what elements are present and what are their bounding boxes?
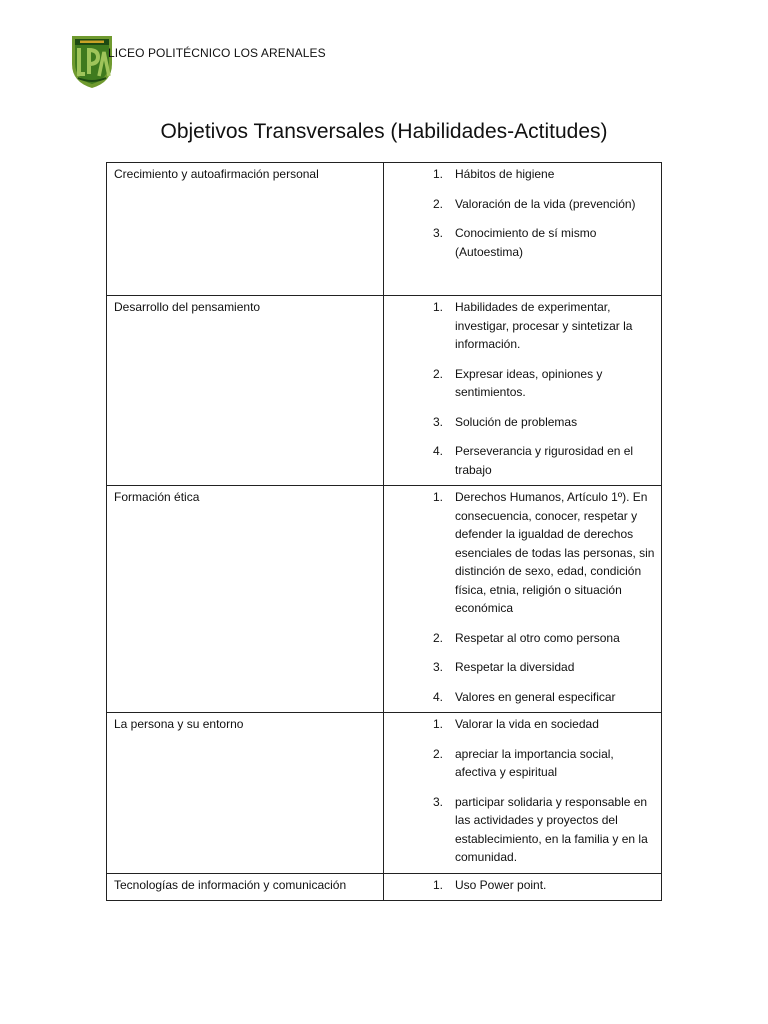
list-item-number: 1. — [432, 717, 443, 731]
area-label: Formación ética — [114, 490, 200, 504]
objectives-list — [391, 876, 655, 895]
table-row — [107, 873, 662, 901]
items-cell — [384, 873, 662, 901]
table-row — [107, 163, 662, 296]
list-item-number: 2. — [432, 630, 443, 645]
items-cell — [384, 296, 662, 486]
list-item-text: participar solidaria y responsable en las actividades y proyectos del establecimiento, en la familia y en la comunidad. — [455, 794, 648, 864]
area-cell — [107, 713, 384, 874]
list-item-number: 2. — [432, 196, 443, 211]
list-item-text: Perseverancia y rigurosidad en el trabajo — [455, 444, 634, 477]
list-item-text: Valores en general especificar — [455, 689, 616, 704]
list-item-text: Hábitos de higiene — [455, 167, 555, 181]
page-title: Objetivos Transversales (Habilidades-Actitudes) — [160, 120, 608, 143]
list-item-number: 2. — [432, 366, 443, 381]
items-cell — [384, 486, 662, 713]
objectives-list — [391, 165, 655, 261]
area-label: Crecimiento y autoafirmación personal — [114, 167, 319, 181]
list-item — [391, 413, 655, 432]
list-item — [391, 224, 655, 261]
area-label: La persona y su entorno — [114, 717, 244, 731]
list-item-text: Valorar la vida en sociedad — [455, 717, 599, 731]
list-item-number: 4. — [432, 689, 443, 704]
area-label: Desarrollo del pensamiento — [114, 300, 261, 314]
list-item — [391, 793, 655, 867]
area-cell — [107, 486, 384, 713]
list-item-text: Expresar ideas, opiniones y sentimientos. — [455, 366, 603, 399]
list-item — [391, 365, 655, 402]
area-cell — [107, 873, 384, 901]
document-header — [70, 32, 326, 90]
table-row — [107, 296, 662, 486]
school-logo-icon — [70, 32, 114, 90]
list-item-text: Solución de problemas — [455, 414, 578, 429]
list-item — [391, 876, 655, 895]
list-item-text: Habilidades de experimentar, investigar, procesar y sintetizar la información. — [455, 300, 633, 351]
list-item-text: Uso Power point. — [455, 877, 547, 892]
list-item — [391, 658, 655, 677]
objectives-list — [391, 715, 655, 867]
list-item-number: 4. — [432, 444, 443, 458]
list-item — [391, 745, 655, 782]
list-item-text: Derechos Humanos, Artículo 1º). En consecuencia, conocer, respetar y defender la igualdad de derechos esenciales de todas las personas, sin distinción de sexo, edad, condición física, etnia, religión o situación económica — [455, 490, 655, 615]
list-item-number: 3. — [432, 660, 443, 674]
list-item — [391, 629, 655, 648]
items-cell — [384, 713, 662, 874]
area-cell — [107, 296, 384, 486]
list-item — [391, 442, 655, 479]
school-name: LICEO POLITÉCNICO LOS ARENALES — [108, 46, 326, 60]
objectives-list — [391, 488, 655, 706]
table-row — [107, 486, 662, 713]
list-item-number: 1. — [432, 877, 443, 892]
objectives-list — [391, 298, 655, 479]
list-item-text: apreciar la importancia social, afectiva y espiritual — [455, 746, 614, 779]
list-item-number: 2. — [432, 746, 443, 761]
objectives-table — [106, 162, 662, 901]
list-item — [391, 688, 655, 707]
list-item-number: 3. — [432, 794, 443, 809]
list-item — [391, 715, 655, 734]
list-item-text: Valoración de la vida (prevención) — [455, 196, 636, 211]
area-label: Tecnologías de información y comunicación — [114, 877, 347, 892]
list-item — [391, 298, 655, 354]
list-item-number: 1. — [432, 300, 443, 314]
area-cell — [107, 163, 384, 296]
table-row — [107, 713, 662, 874]
list-item-number: 1. — [432, 167, 443, 181]
list-item — [391, 488, 655, 618]
list-item — [391, 165, 655, 184]
list-item-text: Respetar la diversidad — [455, 660, 575, 674]
list-item-text: Conocimiento de sí mismo (Autoestima) — [455, 226, 597, 259]
list-item — [391, 195, 655, 214]
list-item-number: 3. — [432, 226, 443, 240]
list-item-number: 1. — [432, 490, 443, 504]
list-item-number: 3. — [432, 414, 443, 429]
list-item-text: Respetar al otro como persona — [455, 630, 620, 645]
items-cell — [384, 163, 662, 296]
